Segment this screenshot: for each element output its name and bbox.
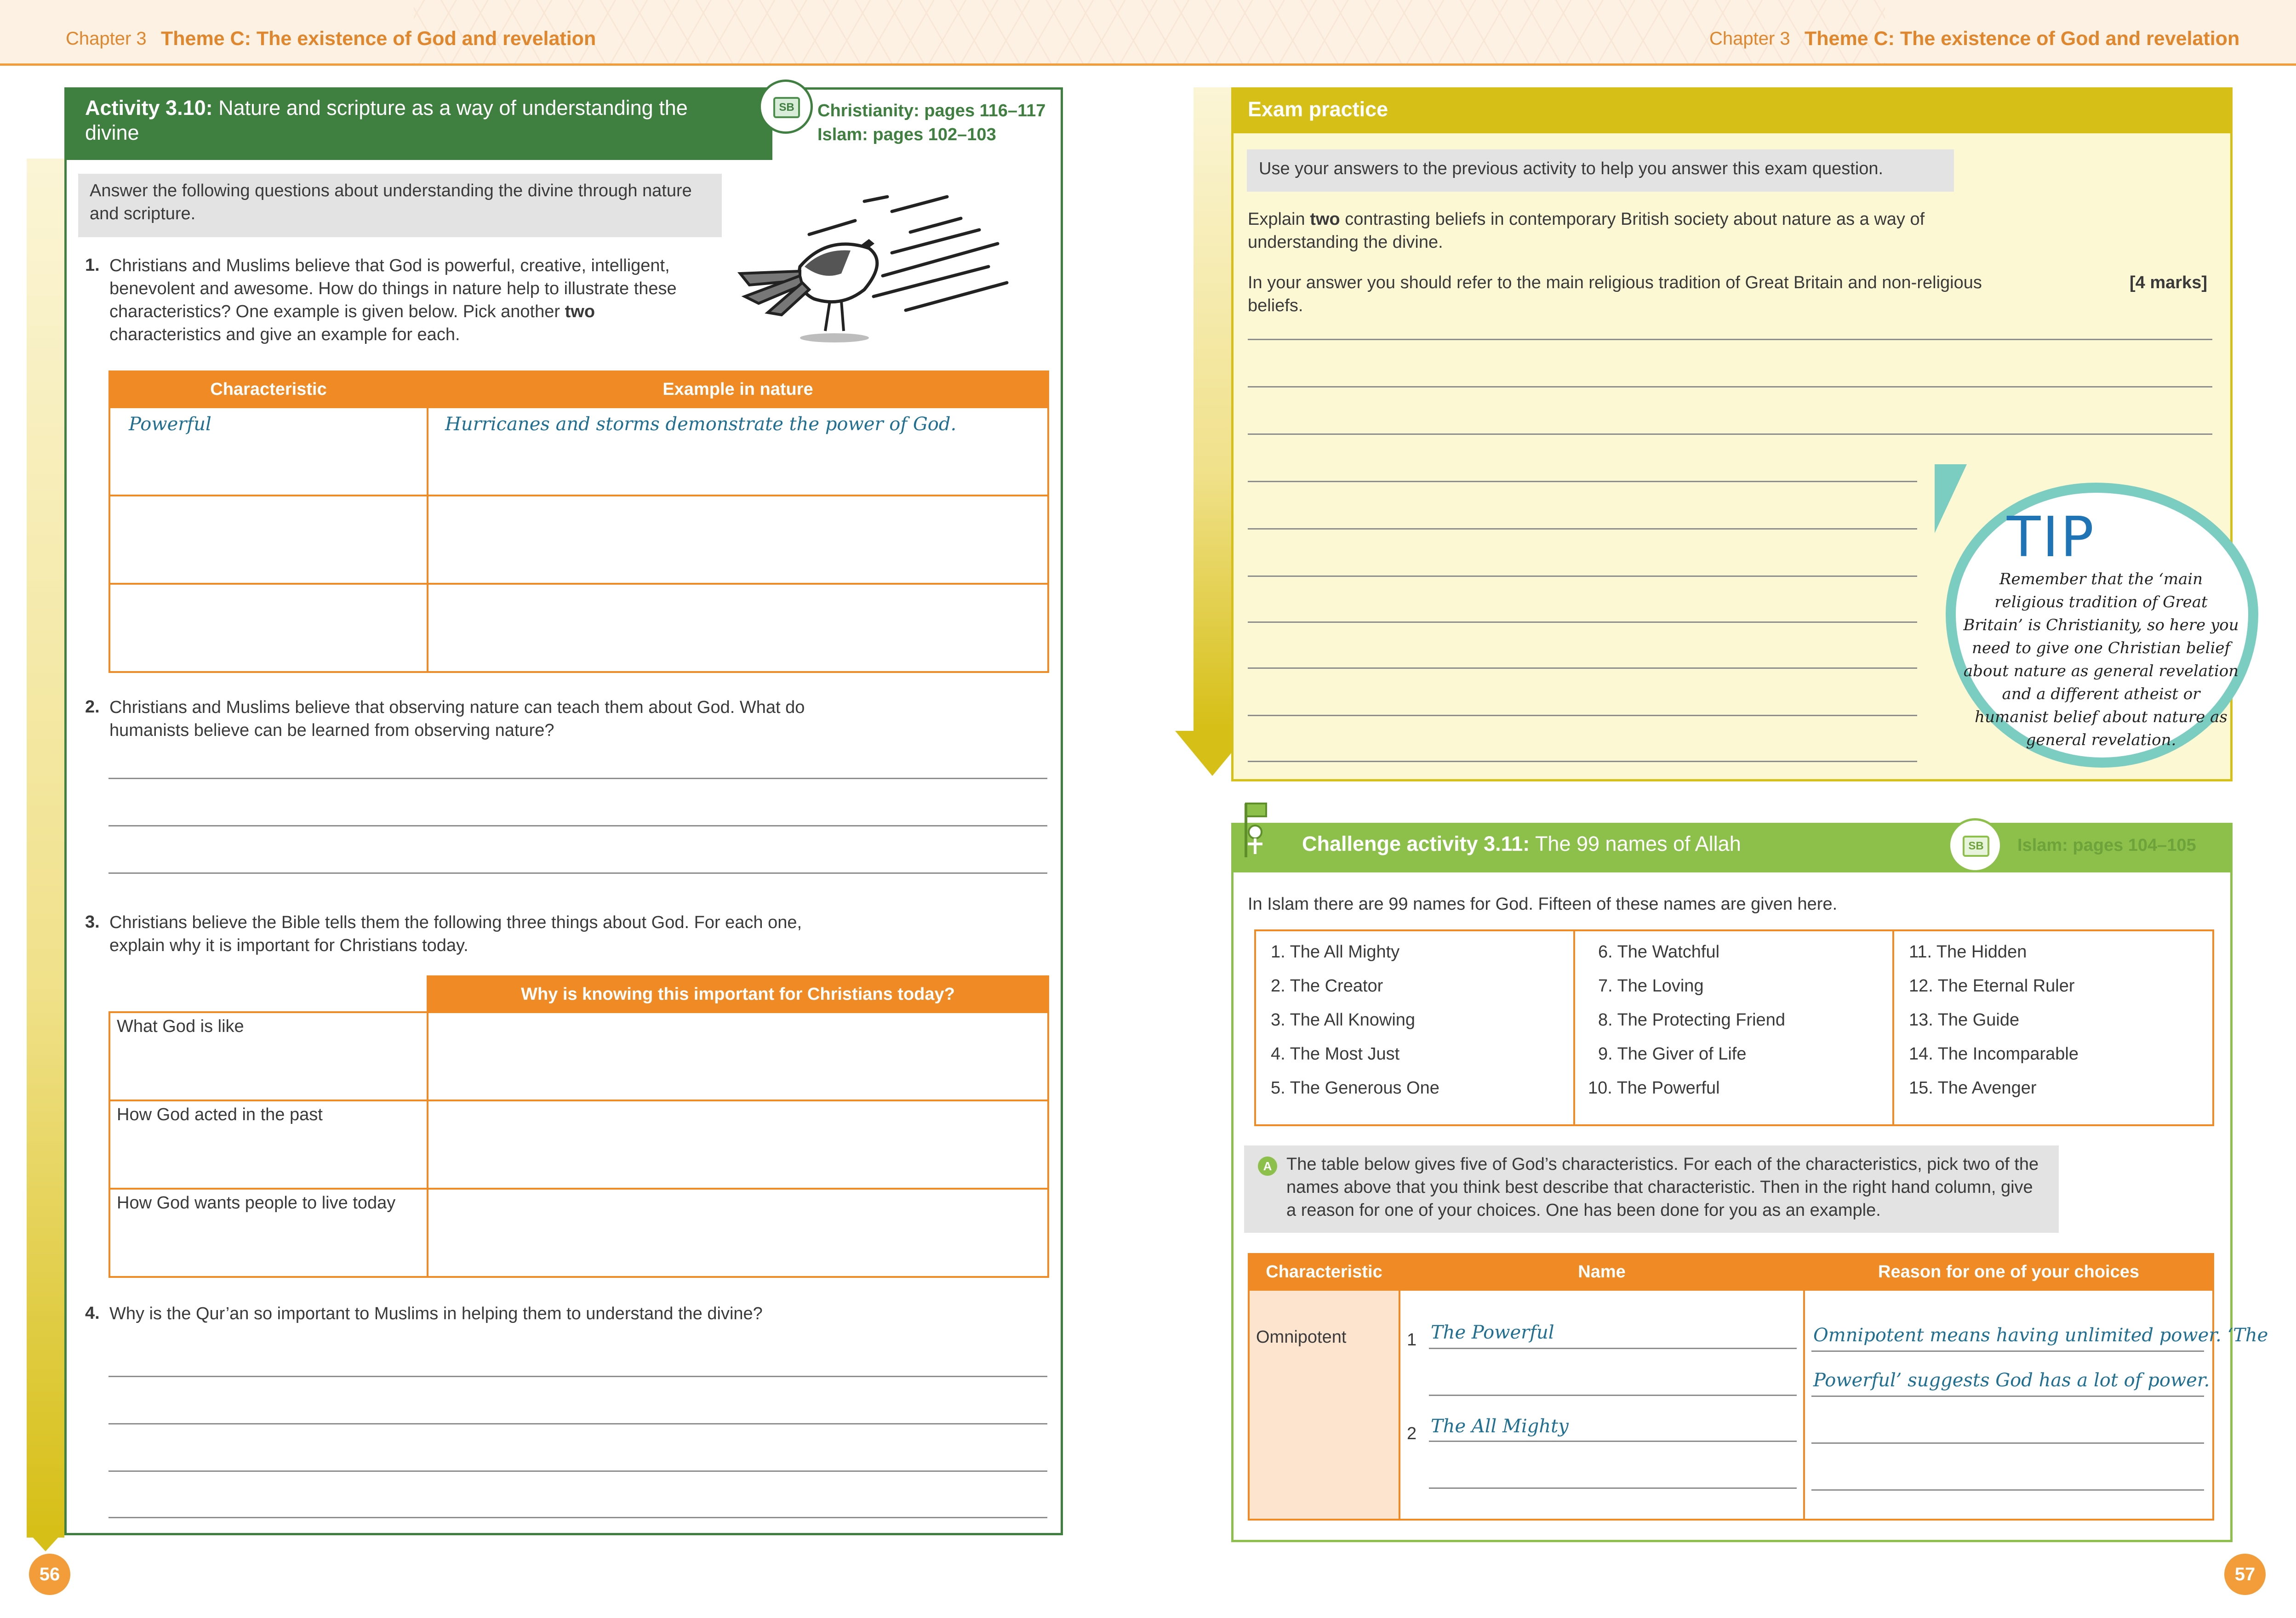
- theme-title-left: Theme C: The existence of God and revelation: [161, 28, 596, 50]
- exam-instruction: Use your answers to the previous activity to help you answer this exam question.: [1259, 159, 1884, 178]
- activity-title: [85, 96, 729, 145]
- q3-row3-text: How God wants people to live today: [117, 1193, 396, 1213]
- q3-row2-text: How God acted in the past: [117, 1105, 323, 1124]
- challenge-student-book-badge: [1948, 818, 2002, 872]
- activity-intro: Answer the following questions about understanding the divine through nature and scripture.: [90, 181, 692, 223]
- tip-bubble-tail: [1935, 464, 1967, 533]
- challenge-intro: In Islam there are 99 names for God. Fifteen of these names are given here.: [1248, 894, 1838, 914]
- ct-reason-rule-2: [1811, 1396, 2204, 1397]
- q1-row1-characteristic[interactable]: [109, 407, 428, 496]
- name-item: 10. The Powerful: [1588, 1078, 1720, 1098]
- q3-header-why: Why is knowing this important for Christians today?: [428, 976, 1048, 1012]
- student-book-badge: [759, 80, 813, 134]
- ct-row1-names[interactable]: [1399, 1290, 1804, 1520]
- exam-answer-line-5[interactable]: [1248, 528, 1917, 530]
- ct-reason-line1: Omnipotent means having unlimited power. ‘The: [1813, 1325, 2268, 1346]
- q3-row2-answer[interactable]: [428, 1100, 1048, 1189]
- activity-number: Activity 3.10:: [85, 96, 213, 120]
- names-of-allah-table: [1254, 929, 2214, 1126]
- name-item: 15. The Avenger: [1909, 1078, 2037, 1098]
- exam-answer-line-4[interactable]: [1248, 481, 1917, 482]
- exam-question-part2: contrasting beliefs in contemporary British society about nature as a way of understanding the divine.: [1248, 210, 1925, 252]
- q1-header-characteristic: Characteristic: [109, 371, 428, 407]
- ct-name1-line: [1429, 1348, 1797, 1349]
- name-item: 5. The Generous One: [1271, 1078, 1439, 1098]
- tip-title: TIP: [2007, 506, 2096, 570]
- ct-reason-line2: Powerful’ suggests God has a lot of power.: [1813, 1370, 2210, 1391]
- q4-answer-line-1[interactable]: [109, 1376, 1047, 1377]
- q1-number: 1.: [85, 256, 100, 275]
- bird-in-storm-illustration: [731, 193, 1034, 345]
- task-a-badge: A: [1258, 1157, 1277, 1176]
- chapter-label-left: Chapter 3: [66, 28, 147, 49]
- q2-text: Christians and Muslims believe that observing nature can teach them about God. What do humanists believe can be learned from observing nature?: [109, 698, 805, 740]
- q1-row2-characteristic[interactable]: [109, 496, 428, 584]
- q3-row3-answer[interactable]: [428, 1189, 1048, 1277]
- ct-row1-characteristic: [1249, 1290, 1399, 1520]
- q1-header-example: Example in nature: [428, 371, 1048, 407]
- q3-header-blank: [109, 976, 428, 1012]
- left-progress-arrow: [27, 159, 64, 1538]
- q1-row1-characteristic-text: Powerful: [129, 414, 211, 435]
- q3-text: Christians believe the Bible tells them the following three things about God. For each one, explain why it is important for Christians today.: [109, 913, 802, 955]
- challenge-ref: Islam: pages 104–105: [2017, 836, 2196, 855]
- challenge-task-text: The table below gives five of God’s characteristics. For each of the characteristics, pick two of the names above that you think best describe that characteristic. Then in the right hand column, give a reason for one of your choices. One has been done for you as an example.: [1286, 1155, 2039, 1220]
- q1-row1-example-text: Hurricanes and storms demonstrate the power of God.: [445, 414, 957, 435]
- ct-name1: The Powerful: [1431, 1322, 1554, 1343]
- q4-number: 4.: [85, 1304, 100, 1323]
- name-item: 13. The Guide: [1909, 1010, 2020, 1030]
- q2-answer-line-2[interactable]: [109, 825, 1047, 826]
- ref-christianity: Christianity: pages 116–117: [817, 101, 1046, 120]
- ct-name2: The All Mighty: [1431, 1416, 1569, 1437]
- characteristics-table: [1248, 1253, 2268, 1521]
- q1-row3-characteristic[interactable]: [109, 584, 428, 672]
- exam-answer-line-3[interactable]: [1248, 433, 2212, 435]
- exam-title: Exam practice: [1248, 97, 1388, 121]
- name-item: 4. The Most Just: [1271, 1044, 1400, 1064]
- exam-refer-text: In your answer you should refer to the main religious tradition of Great Britain and non-religious beliefs.: [1248, 273, 1982, 315]
- challenge-title-text: The 99 names of Allah: [1535, 832, 1741, 855]
- exam-marks: [4 marks]: [2130, 273, 2207, 292]
- q2-answer-line-1[interactable]: [109, 778, 1047, 779]
- exam-answer-line-9[interactable]: [1248, 715, 1917, 716]
- q3-number: 3.: [85, 912, 100, 932]
- exam-answer-line-2[interactable]: [1248, 386, 2212, 387]
- ct-header-characteristic: Characteristic: [1249, 1254, 1399, 1290]
- tip-text: Remember that the ‘main religious tradition of Great Britain’ is Christianity, so here you need to give one Christian belief about nature as general revelation and a different atheist or humanist belief about nature as general revelation.: [1963, 570, 2239, 749]
- q1-table: [109, 370, 1049, 673]
- q4-answer-line-2[interactable]: [109, 1423, 1047, 1424]
- q4-answer-line-4[interactable]: [109, 1517, 1047, 1518]
- ref-islam: Islam: pages 102–103: [817, 125, 996, 144]
- name-item: 3. The All Knowing: [1271, 1010, 1416, 1030]
- q2-answer-line-3[interactable]: [109, 872, 1047, 874]
- page-number-left: 56: [29, 1554, 70, 1595]
- name-item: 7. The Loving: [1598, 976, 1704, 996]
- q1-text-part1: Christians and Muslims believe that God is powerful, creative, intelligent, benevolent and awesome. How do things in nature help to illustrate these characteristics? One example is given below. Pick another: [109, 256, 677, 321]
- name-item: 6. The Watchful: [1598, 942, 1720, 962]
- exam-answer-line-6[interactable]: [1248, 575, 1917, 577]
- ct-row1-characteristic-text: Omnipotent: [1256, 1327, 1347, 1347]
- challenge-book-icon: SB: [1963, 836, 1989, 857]
- name-item: 12. The Eternal Ruler: [1909, 976, 2075, 996]
- q1-row3-example[interactable]: [428, 584, 1048, 672]
- q1-text-bold: two: [565, 302, 595, 321]
- exam-answer-line-8[interactable]: [1248, 667, 1917, 669]
- challenge-title: [1302, 832, 1741, 856]
- name-item: 9. The Giver of Life: [1598, 1044, 1747, 1064]
- names-column-3: [1893, 930, 2213, 1125]
- q3-row1-label: [109, 1012, 428, 1100]
- q3-table: [109, 975, 1049, 1278]
- q1-text-part2: characteristics and give an example for each.: [109, 325, 460, 344]
- name-item: 8. The Protecting Friend: [1598, 1010, 1785, 1030]
- ct-name2-number: 2: [1407, 1424, 1417, 1443]
- names-column-1: [1255, 930, 1574, 1125]
- exam-answer-line-10[interactable]: [1248, 761, 1917, 762]
- ct-reason-rule-1: [1811, 1350, 2204, 1352]
- activity-title-text: Nature and scripture as a way of understanding the divine: [85, 96, 688, 144]
- name-item: 14. The Incomparable: [1909, 1044, 2079, 1064]
- q1-row2-example[interactable]: [428, 496, 1048, 584]
- ct-name-line-4: [1429, 1487, 1797, 1489]
- challenge-number: Challenge activity 3.11:: [1302, 832, 1530, 855]
- q1-text: [109, 254, 707, 346]
- ct-row1-reason[interactable]: [1804, 1290, 2268, 1520]
- q3-row1-answer[interactable]: [428, 1012, 1048, 1100]
- book-icon: SB: [773, 97, 800, 118]
- exam-question-part1: Explain: [1248, 210, 1310, 229]
- exam-question-bold: two: [1310, 210, 1340, 229]
- q3-row1-text: What God is like: [117, 1017, 244, 1036]
- chapter-label-right: Chapter 3: [1709, 28, 1790, 49]
- exam-question: [1248, 208, 1965, 254]
- challenge-flag-icon: [1237, 800, 1283, 864]
- names-column-2: [1574, 930, 1893, 1125]
- exam-answer-line-1[interactable]: [1248, 339, 2212, 340]
- ct-header-reason: Reason for one of your choices: [1804, 1254, 2213, 1290]
- exam-answer-line-7[interactable]: [1248, 621, 1917, 623]
- ct-name2-line: [1429, 1441, 1797, 1442]
- q1-row1-example[interactable]: [428, 407, 1048, 496]
- header-rule: [0, 63, 2296, 66]
- name-item: 11. The Hidden: [1909, 942, 2027, 962]
- ct-header-name: Name: [1399, 1254, 1804, 1290]
- q3-row3-label: [109, 1189, 428, 1277]
- theme-title-right: Theme C: The existence of God and revelation: [1805, 28, 2240, 50]
- ct-reason-rule-3: [1811, 1442, 2204, 1444]
- q4-text: Why is the Qur’an so important to Muslims in helping them to understand the divine?: [109, 1304, 763, 1323]
- name-item: 1. The All Mighty: [1271, 942, 1400, 962]
- q3-row2-label: [109, 1100, 428, 1189]
- q4-answer-line-3[interactable]: [109, 1470, 1047, 1472]
- q2-number: 2.: [85, 697, 100, 717]
- right-progress-arrow: [1194, 87, 1231, 731]
- header-pattern: [414, 0, 1885, 64]
- name-item: 2. The Creator: [1271, 976, 1383, 996]
- ct-name-line-2: [1429, 1395, 1797, 1396]
- left-arrow-head: [27, 1531, 64, 1551]
- ct-reason-rule-4: [1811, 1489, 2204, 1491]
- ct-name1-number: 1: [1407, 1330, 1417, 1350]
- page-number-right: 57: [2224, 1554, 2266, 1595]
